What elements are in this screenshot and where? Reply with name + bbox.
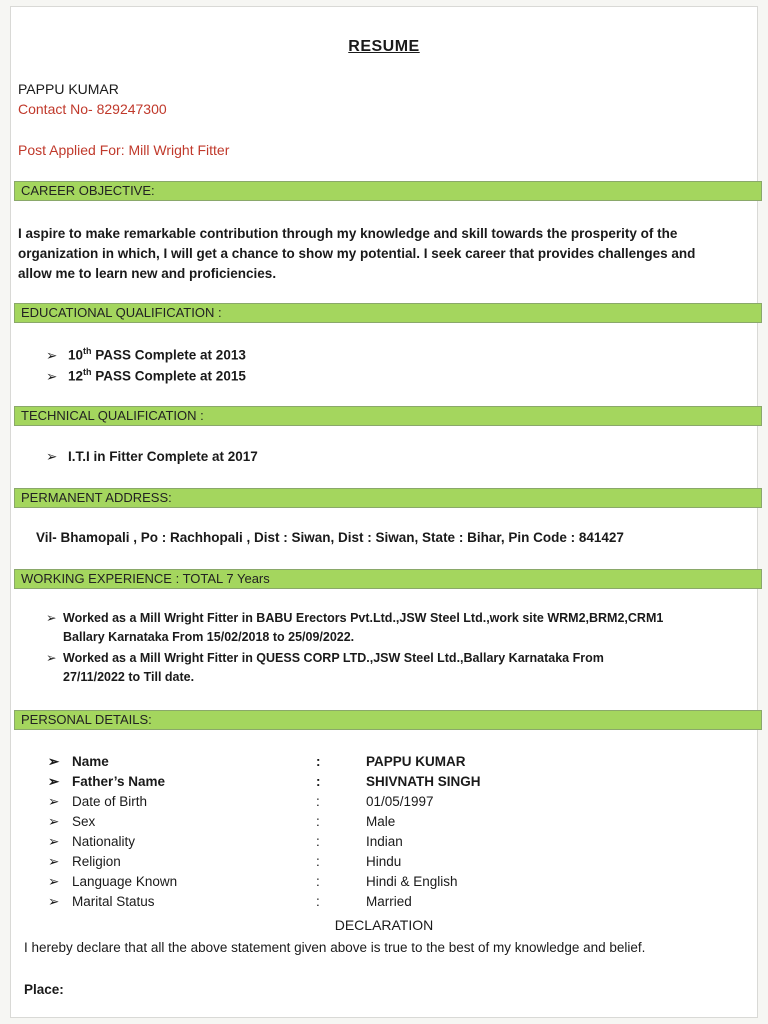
section-educational-qualification: EDUCATIONAL QUALIFICATION :	[14, 303, 762, 323]
personal-label: Name	[72, 754, 109, 769]
experience-line: 27/11/2022 to Till date.	[63, 670, 195, 684]
resume-title: RESUME	[348, 38, 420, 55]
post-applied: Post Applied For: Mill Wright Fitter	[18, 142, 230, 158]
address-text: Vil- Bhamopali , Po : Rachhopali , Dist : Siwan, Dist : Siwan, State : Bihar, Pin Code : 841427	[36, 530, 624, 545]
colon: :	[316, 754, 321, 769]
arrow-bullet-icon: ➢	[46, 651, 57, 665]
personal-row-language	[48, 874, 748, 894]
section-permanent-address: PERMANENT ADDRESS:	[14, 488, 762, 508]
personal-label: Religion	[72, 854, 121, 869]
arrow-bullet-icon: ➢	[46, 368, 58, 384]
section-technical-qualification: TECHNICAL QUALIFICATION :	[14, 406, 762, 426]
arrow-bullet-icon: ➢	[46, 611, 57, 625]
experience-line: Worked as a Mill Wright Fitter in BABU Erectors Pvt.Ltd.,JSW Steel Ltd.,work site WRM2,BRM2,CRM1	[63, 611, 664, 625]
colon: :	[316, 894, 320, 909]
personal-value: Hindu	[366, 854, 402, 869]
personal-value: SHIVNATH SINGH	[366, 774, 481, 789]
colon: :	[316, 854, 320, 869]
technical-item: ➢ I.T.I in Fitter Complete at 2017	[46, 449, 258, 464]
personal-value: Indian	[366, 834, 403, 849]
personal-value: 01/05/1997	[366, 794, 434, 809]
personal-label: Marital Status	[72, 894, 155, 909]
declaration-text: I hereby declare that all the above statement given above is true to the best of my knowledge and belief.	[24, 940, 646, 955]
experience-item	[46, 649, 756, 687]
colon: :	[316, 834, 320, 849]
personal-row-nationality	[48, 834, 748, 854]
declaration-title: DECLARATION	[334, 917, 434, 933]
colon: :	[316, 794, 320, 809]
arrow-bullet-icon: ➢	[48, 774, 60, 789]
personal-value: PAPPU KUMAR	[366, 754, 466, 769]
education-item: ➢ 10th PASS Complete at 2013	[46, 346, 246, 363]
arrow-bullet-icon: ➢	[48, 894, 60, 909]
personal-label: Sex	[72, 814, 96, 829]
personal-label: Date of Birth	[72, 794, 148, 809]
career-objective-text	[18, 224, 748, 284]
experience-line: Ballary Karnataka From 15/02/2018 to 25/09/2022.	[63, 630, 355, 644]
section-working-experience: WORKING EXPERIENCE : TOTAL 7 Years	[14, 569, 762, 589]
arrow-bullet-icon: ➢	[48, 794, 60, 809]
personal-row-father-name	[48, 774, 748, 794]
arrow-bullet-icon: ➢	[48, 754, 60, 769]
personal-value: Married	[366, 894, 412, 909]
personal-value: Hindi & English	[366, 874, 458, 889]
colon: :	[316, 774, 321, 789]
contact-number: Contact No- 829247300	[18, 101, 167, 117]
career-objective-line: I aspire to make remarkable contribution through my knowledge and skill towards the prosperity of the	[18, 226, 678, 241]
personal-row-sex	[48, 814, 748, 834]
career-objective-line: organization in which, I will get a chance to show my potential. I seek career that provides challenges and	[18, 246, 696, 261]
personal-label: Nationality	[72, 834, 136, 849]
education-item: ➢ 12th PASS Complete at 2015	[46, 367, 246, 384]
experience-item	[46, 609, 756, 647]
colon: :	[316, 874, 320, 889]
arrow-bullet-icon: ➢	[46, 347, 58, 363]
arrow-bullet-icon: ➢	[46, 449, 58, 464]
place-label: Place:	[24, 982, 64, 997]
section-personal-details: PERSONAL DETAILS:	[14, 710, 762, 730]
arrow-bullet-icon: ➢	[48, 834, 60, 849]
personal-value: Male	[366, 814, 396, 829]
colon: :	[316, 814, 320, 829]
applicant-name: PAPPU KUMAR	[18, 81, 119, 97]
arrow-bullet-icon: ➢	[48, 854, 60, 869]
section-career-objective: CAREER OBJECTIVE:	[14, 181, 762, 201]
personal-row-name	[48, 754, 748, 774]
arrow-bullet-icon: ➢	[48, 814, 60, 829]
personal-row-dob	[48, 794, 748, 814]
personal-label: Language Known	[72, 874, 178, 889]
personal-row-marital-status	[48, 894, 748, 914]
arrow-bullet-icon: ➢	[48, 874, 60, 889]
personal-row-religion	[48, 854, 748, 874]
experience-line: Worked as a Mill Wright Fitter in QUESS CORP LTD.,JSW Steel Ltd.,Ballary Karnataka From	[63, 651, 604, 665]
career-objective-line: allow me to learn new and proficiencies.	[18, 266, 277, 281]
personal-label: Father’s Name	[72, 774, 166, 789]
